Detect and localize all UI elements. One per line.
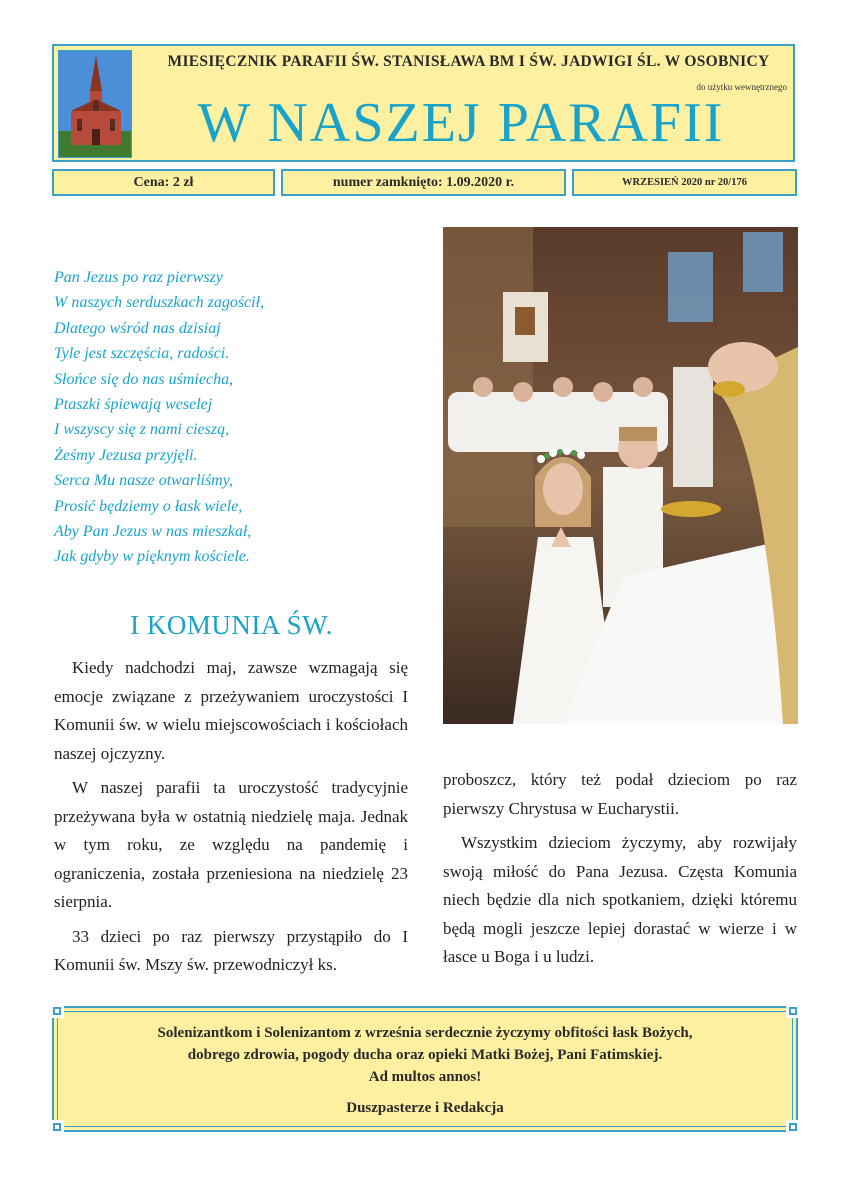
frame-corner xyxy=(786,1004,800,1018)
poem-line: Aby Pan Jezus w nas mieszkał, xyxy=(54,523,252,541)
poem-line: Żeśmy Jezusa przyjęli. xyxy=(54,446,198,464)
wishes-signature: Duszpasterze i Redakcja xyxy=(346,1100,504,1116)
poem-line: Serca Mu nasze otwarliśmy, xyxy=(54,472,233,490)
masthead-subtitle: MIESIĘCZNIK PARAFII ŚW. STANISŁAWA BM I ŚW. JADWIGI ŚL. W OSOBNICY xyxy=(167,53,770,70)
article-paragraph: Wszystkim dzieciom życzymy, aby rozwijały swoją miłość do Pana Jezusa. Częsta Komunia niech będzie dla nich spotkaniem, dzięki któremu będą mogli jeszcze lepiej dorastać w wierze i w łasce u Boga i u ludzi. xyxy=(443,833,797,966)
article-column-left xyxy=(54,654,408,986)
wishes-line: Solenizantkom i Solenizantom z września serdecznie życzymy obfitości łask Bożych, xyxy=(157,1025,693,1041)
poem-line: Jak gdyby w pięknym kościele. xyxy=(54,548,250,566)
newsletter-title: W NASZEJ PARAFII xyxy=(197,92,725,154)
first-communion-photo xyxy=(443,227,798,724)
poem-line: Słońce się do nas uśmiecha, xyxy=(54,370,234,388)
poem-line: Prosić będziemy o łask wiele, xyxy=(54,497,243,515)
frame-corner xyxy=(786,1120,800,1134)
poem-line: Ptaszki śpiewają weselej xyxy=(54,396,213,414)
wishes-line: dobrego zdrowia, pogody ducha oraz opieki Matki Bożej, Pani Fatimskiej. xyxy=(187,1047,663,1063)
poem xyxy=(54,265,424,570)
name-day-wishes-box xyxy=(52,1006,798,1132)
internal-use-note: do użytku wewnętrznego xyxy=(696,82,787,92)
price-box: Cena: 2 zł xyxy=(52,169,275,196)
poem-line: Dlatego wśród nas dzisiaj xyxy=(54,319,221,337)
poem-line: Tyle jest szczęścia, radości. xyxy=(54,345,230,363)
article-paragraph: proboszcz, który też podał dzieciom po raz pierwszy Chrystusa w Eucharystii. xyxy=(443,770,797,818)
closing-date-box: numer zamknięto: 1.09.2020 r. xyxy=(281,169,566,196)
poem-line: W naszych serduszkach zagościł, xyxy=(54,294,265,312)
article-paragraph: W naszej parafii ta uroczystość tradycyjnie przeżywana była w ostatnią niedzielę maja. Jednak w tym roku, ze względu na pandemię i ograniczenia, została przeniesiona na niedzielę 23 sierpnia. xyxy=(54,778,408,911)
article-paragraph: 33 dzieci po raz pierwszy przystąpiło do I Komunii św. Mszy św. przewodniczył ks. xyxy=(54,926,408,974)
church-photo xyxy=(58,50,132,158)
masthead xyxy=(52,44,795,162)
poem-line: I wszyscy się z nami cieszą, xyxy=(54,421,230,439)
issue-number-box: WRZESIEŃ 2020 nr 20/176 xyxy=(572,169,797,196)
wishes-line: Ad multos annos! xyxy=(368,1069,482,1085)
article-column-right xyxy=(443,766,797,978)
article-title: I KOMUNIA ŚW. xyxy=(130,610,333,640)
frame-corner xyxy=(50,1120,64,1134)
poem-line: Pan Jezus po raz pierwszy xyxy=(54,269,223,286)
frame-corner xyxy=(50,1004,64,1018)
article-paragraph: Kiedy nadchodzi maj, zawsze wzmagają się emocje związane z przeżywaniem uroczystości I Komunii św. w wielu miejscowościach i kościołach naszej ojczyzny. xyxy=(54,658,408,763)
